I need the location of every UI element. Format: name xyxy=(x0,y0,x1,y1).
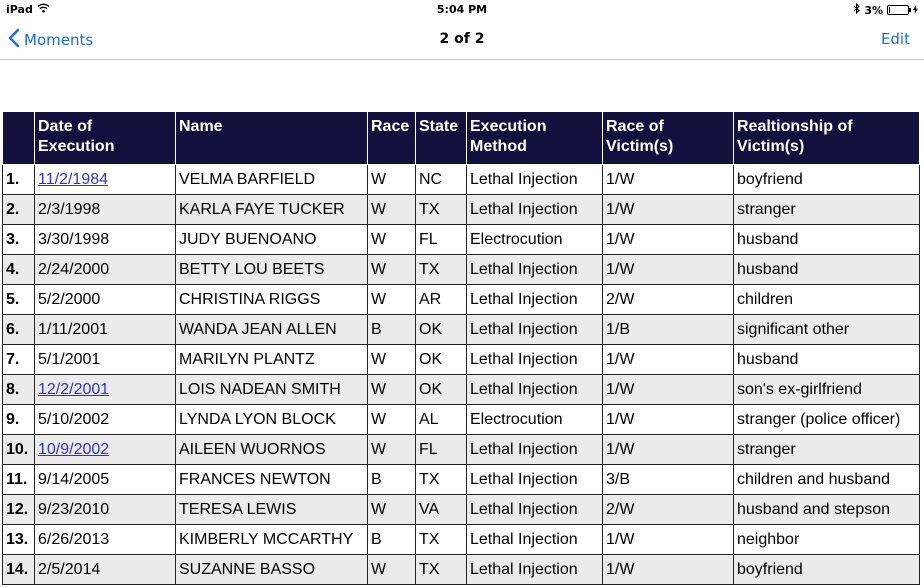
name-cell: LYNDA LYON BLOCK xyxy=(176,405,368,435)
table-row xyxy=(3,555,920,585)
row-number: 4. xyxy=(3,255,35,285)
relationship-cell: husband xyxy=(734,345,920,375)
device-label: iPad xyxy=(6,3,33,16)
victim-race-cell: 2/W xyxy=(603,495,734,525)
state-cell: AR xyxy=(416,285,467,315)
header-number xyxy=(3,112,35,165)
state-cell: OK xyxy=(416,375,467,405)
relationship-cell: stranger xyxy=(734,435,920,465)
race-cell: B xyxy=(368,525,416,555)
row-number: 11. xyxy=(3,465,35,495)
header-relationship: Realtionship of Victim(s) xyxy=(734,112,920,165)
race-cell: B xyxy=(368,315,416,345)
date-cell: 2/5/2014 xyxy=(35,555,176,585)
state-cell: TX xyxy=(416,195,467,225)
date-cell: 9/23/2010 xyxy=(35,495,176,525)
name-cell: SUZANNE BASSO xyxy=(176,555,368,585)
relationship-cell: stranger xyxy=(734,195,920,225)
name-cell: KARLA FAYE TUCKER xyxy=(176,195,368,225)
method-cell: Lethal Injection xyxy=(467,465,603,495)
state-cell: TX xyxy=(416,255,467,285)
header-race: Race xyxy=(368,112,416,165)
date-cell xyxy=(35,375,176,405)
method-cell: Lethal Injection xyxy=(467,375,603,405)
navigation-bar xyxy=(0,20,924,60)
relationship-cell: husband xyxy=(734,225,920,255)
name-cell: WANDA JEAN ALLEN xyxy=(176,315,368,345)
date-cell: 5/10/2002 xyxy=(35,405,176,435)
table-row xyxy=(3,195,920,225)
row-number: 14. xyxy=(3,555,35,585)
header-method: Execution Method xyxy=(467,112,603,165)
table-row xyxy=(3,435,920,465)
row-number: 8. xyxy=(3,375,35,405)
row-number: 3. xyxy=(3,225,35,255)
row-number: 9. xyxy=(3,405,35,435)
state-cell: VA xyxy=(416,495,467,525)
victim-race-cell: 1/W xyxy=(603,195,734,225)
header-date: Date of Execution xyxy=(35,112,176,165)
race-cell: W xyxy=(368,165,416,195)
name-cell: KIMBERLY MCCARTHY xyxy=(176,525,368,555)
battery-percent: 3% xyxy=(864,3,883,17)
battery-fill xyxy=(889,7,890,13)
table-row xyxy=(3,225,920,255)
victim-race-cell: 1/W xyxy=(603,405,734,435)
table-row xyxy=(3,345,920,375)
method-cell: Lethal Injection xyxy=(467,525,603,555)
name-cell: MARILYN PLANTZ xyxy=(176,345,368,375)
name-cell: JUDY BUENOANO xyxy=(176,225,368,255)
table-row xyxy=(3,165,920,195)
page-title: 2 of 2 xyxy=(439,31,485,47)
method-cell: Lethal Injection xyxy=(467,555,603,585)
date-cell: 2/3/1998 xyxy=(35,195,176,225)
status-right xyxy=(853,3,918,17)
executions-table xyxy=(2,111,920,585)
status-time: 5:04 PM xyxy=(436,3,488,16)
table-row xyxy=(3,375,920,405)
method-cell: Lethal Injection xyxy=(467,495,603,525)
state-cell: TX xyxy=(416,465,467,495)
date-cell: 6/26/2013 xyxy=(35,525,176,555)
table-row xyxy=(3,405,920,435)
race-cell: W xyxy=(368,375,416,405)
relationship-cell: significant other xyxy=(734,315,920,345)
date-cell: 5/1/2001 xyxy=(35,345,176,375)
header-name: Name xyxy=(176,112,368,165)
method-cell: Lethal Injection xyxy=(467,255,603,285)
row-number: 7. xyxy=(3,345,35,375)
victim-race-cell: 1/W xyxy=(603,555,734,585)
bluetooth-icon xyxy=(853,3,860,17)
victim-race-cell: 1/W xyxy=(603,345,734,375)
relationship-cell: boyfriend xyxy=(734,165,920,195)
table-row xyxy=(3,495,920,525)
table-row xyxy=(3,285,920,315)
state-cell: OK xyxy=(416,315,467,345)
date-link[interactable]: 11/2/1984 xyxy=(38,170,108,188)
date-cell xyxy=(35,435,176,465)
date-cell: 5/2/2000 xyxy=(35,285,176,315)
relationship-cell: son's ex-girlfriend xyxy=(734,375,920,405)
relationship-cell: children xyxy=(734,285,920,315)
row-number: 6. xyxy=(3,315,35,345)
method-cell: Lethal Injection xyxy=(467,315,603,345)
date-link[interactable]: 10/9/2002 xyxy=(38,440,110,458)
method-cell: Electrocution xyxy=(467,405,603,435)
method-cell: Lethal Injection xyxy=(467,285,603,315)
victim-race-cell: 1/W xyxy=(603,525,734,555)
race-cell: W xyxy=(368,435,416,465)
state-cell: OK xyxy=(416,345,467,375)
race-cell: W xyxy=(368,225,416,255)
victim-race-cell: 1/W xyxy=(603,255,734,285)
name-cell: FRANCES NEWTON xyxy=(176,465,368,495)
victim-race-cell: 1/B xyxy=(603,315,734,345)
edit-button[interactable]: Edit xyxy=(880,30,910,48)
date-cell: 1/11/2001 xyxy=(35,315,176,345)
race-cell: W xyxy=(368,405,416,435)
victim-race-cell: 1/W xyxy=(603,375,734,405)
state-cell: NC xyxy=(416,165,467,195)
charging-icon xyxy=(913,4,918,17)
table-row xyxy=(3,315,920,345)
relationship-cell: boyfriend xyxy=(734,555,920,585)
relationship-cell: neighbor xyxy=(734,525,920,555)
state-cell: TX xyxy=(416,555,467,585)
battery-icon xyxy=(887,5,909,15)
row-number: 2. xyxy=(3,195,35,225)
race-cell: W xyxy=(368,285,416,315)
status-bar xyxy=(0,0,924,20)
method-cell: Lethal Injection xyxy=(467,195,603,225)
method-cell: Lethal Injection xyxy=(467,345,603,375)
race-cell: W xyxy=(368,345,416,375)
row-number: 5. xyxy=(3,285,35,315)
name-cell: CHRISTINA RIGGS xyxy=(176,285,368,315)
victim-race-cell: 3/B xyxy=(603,465,734,495)
state-cell: AL xyxy=(416,405,467,435)
victim-race-cell: 1/W xyxy=(603,435,734,465)
race-cell: B xyxy=(368,465,416,495)
race-cell: W xyxy=(368,495,416,525)
relationship-cell: husband xyxy=(734,255,920,285)
name-cell: AILEEN WUORNOS xyxy=(176,435,368,465)
header-state: State xyxy=(416,112,467,165)
race-cell: W xyxy=(368,555,416,585)
header-victim-race: Race of Victim(s) xyxy=(603,112,734,165)
state-cell: FL xyxy=(416,435,467,465)
row-number: 1. xyxy=(3,165,35,195)
date-cell xyxy=(35,165,176,195)
name-cell: TERESA LEWIS xyxy=(176,495,368,525)
relationship-cell: husband and stepson xyxy=(734,495,920,525)
table-body xyxy=(3,165,920,585)
method-cell: Electrocution xyxy=(467,225,603,255)
relationship-cell: children and husband xyxy=(734,465,920,495)
header-row xyxy=(3,112,920,165)
table-row xyxy=(3,255,920,285)
method-cell: Lethal Injection xyxy=(467,435,603,465)
row-number: 13. xyxy=(3,525,35,555)
date-cell: 2/24/2000 xyxy=(35,255,176,285)
row-number: 10. xyxy=(3,435,35,465)
row-number: 12. xyxy=(3,495,35,525)
name-cell: BETTY LOU BEETS xyxy=(176,255,368,285)
name-cell: LOIS NADEAN SMITH xyxy=(176,375,368,405)
date-cell: 3/30/1998 xyxy=(35,225,176,255)
race-cell: W xyxy=(368,195,416,225)
victim-race-cell: 1/W xyxy=(603,225,734,255)
state-cell: TX xyxy=(416,525,467,555)
method-cell: Lethal Injection xyxy=(467,165,603,195)
date-cell: 9/14/2005 xyxy=(35,465,176,495)
relationship-cell: stranger (police officer) xyxy=(734,405,920,435)
back-label: Moments xyxy=(24,30,94,49)
victim-race-cell: 1/W xyxy=(603,165,734,195)
table-row xyxy=(3,525,920,555)
name-cell: VELMA BARFIELD xyxy=(176,165,368,195)
race-cell: W xyxy=(368,255,416,285)
table-row xyxy=(3,465,920,495)
state-cell: FL xyxy=(416,225,467,255)
victim-race-cell: 2/W xyxy=(603,285,734,315)
date-link[interactable]: 12/2/2001 xyxy=(38,380,110,398)
